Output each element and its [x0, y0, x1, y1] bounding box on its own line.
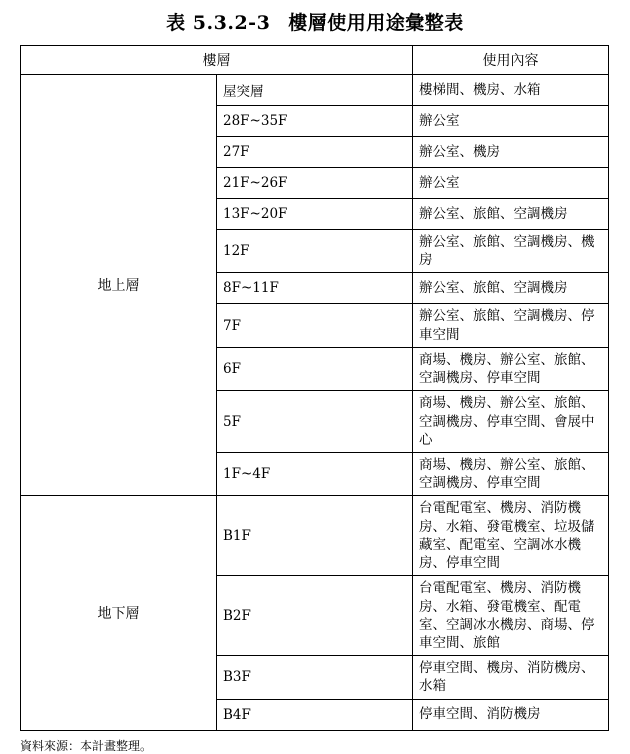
floor-label: 13F~20F: [217, 199, 413, 230]
floor-use: 辦公室: [413, 168, 609, 199]
table-row: [21, 75, 609, 106]
floor-use: 辦公室、旅館、空調機房、機房: [413, 230, 609, 273]
floor-label: 21F~26F: [217, 168, 413, 199]
floor-label: 28F~35F: [217, 106, 413, 137]
floor-use: 商場、機房、辦公室、旅館、空調機房、停車空間: [413, 347, 609, 390]
floor-use: 台電配電室、機房、消防機房、水箱、發電機室、配電室、空調冰水機房、商場、停車空間、旅館: [413, 576, 609, 656]
floor-label: 屋突層: [217, 75, 413, 106]
floor-use: 樓梯間、機房、水箱: [413, 75, 609, 106]
floor-use: 台電配電室、機房、消防機房、水箱、發電機室、垃圾儲藏室、配電室、空調冰水機房、停車空間: [413, 496, 609, 576]
table-header-row: [21, 46, 609, 75]
floor-label: 8F~11F: [217, 273, 413, 304]
floor-usage-table: [20, 45, 609, 731]
header-group: 樓層: [21, 46, 413, 75]
floor-label: 7F: [217, 304, 413, 347]
floor-label: 1F~4F: [217, 452, 413, 495]
floor-label: B1F: [217, 496, 413, 576]
floor-label: 27F: [217, 137, 413, 168]
floor-label: B4F: [217, 699, 413, 730]
document-page: [0, 8, 630, 753]
table-row: [21, 496, 609, 576]
floor-label: 12F: [217, 230, 413, 273]
group-label-aboveground: 地上層: [21, 75, 217, 496]
source-note: 資料來源：本計畫整理。: [20, 738, 153, 753]
floor-use: 停車空間、消防機房: [413, 699, 609, 730]
page-title: [20, 8, 610, 35]
title-label: 表 5.3.2-3: [166, 12, 271, 34]
floor-label: B3F: [217, 656, 413, 699]
floor-use: 商場、機房、辦公室、旅館、空調機房、停車空間: [413, 452, 609, 495]
floor-use: 辦公室、旅館、空調機房: [413, 273, 609, 304]
floor-use: 商場、機房、辦公室、旅館、空調機房、停車空間、會展中心: [413, 391, 609, 453]
header-use: 使用內容: [413, 46, 609, 75]
floor-use: 停車空間、機房、消防機房、水箱: [413, 656, 609, 699]
floor-label: 6F: [217, 347, 413, 390]
group-label-basement: 地下層: [21, 496, 217, 730]
floor-use: 辦公室、旅館、空調機房: [413, 199, 609, 230]
floor-use: 辦公室、機房: [413, 137, 609, 168]
floor-label: B2F: [217, 576, 413, 656]
floor-use: 辦公室: [413, 106, 609, 137]
title-text: 樓層使用用途彙整表: [288, 12, 464, 34]
floor-label: 5F: [217, 391, 413, 453]
floor-use: 辦公室、旅館、空調機房、停車空間: [413, 304, 609, 347]
